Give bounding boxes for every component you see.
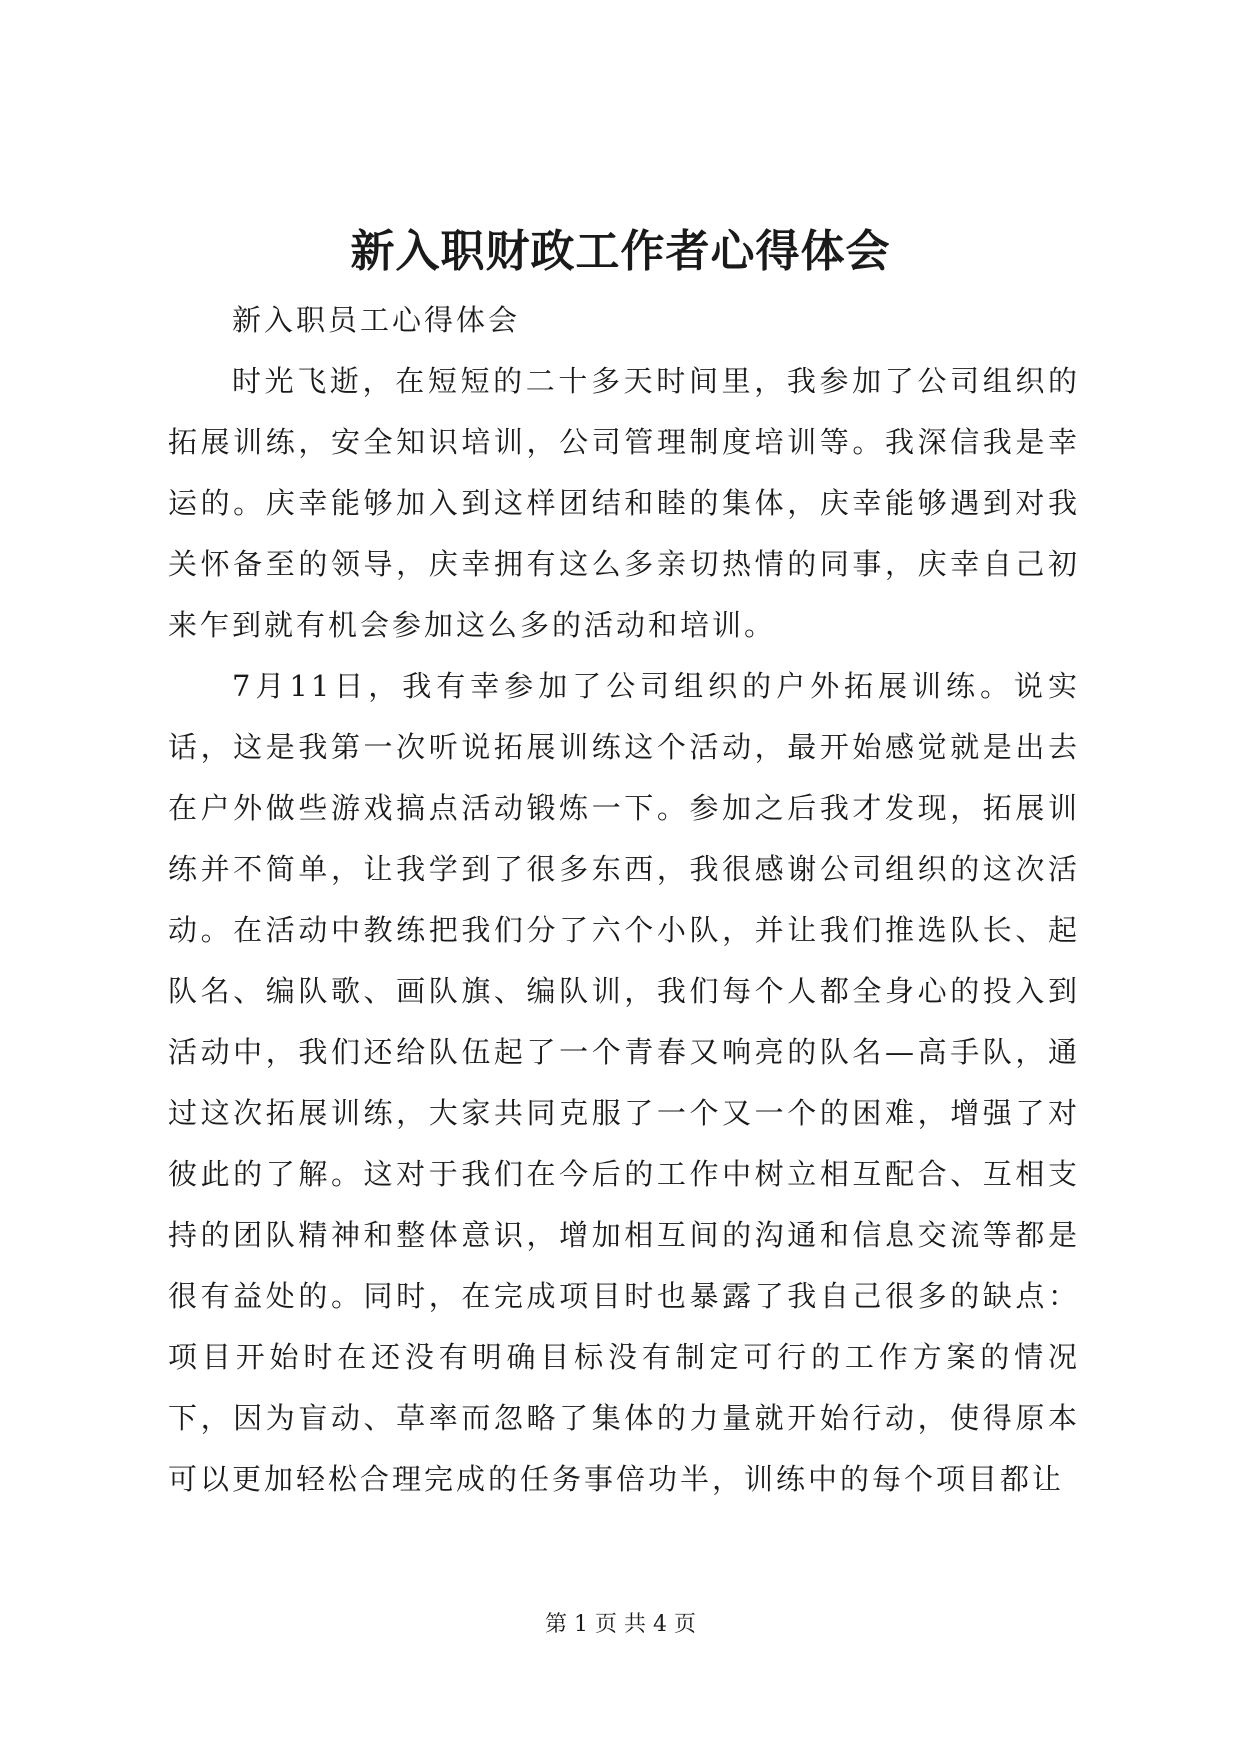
paragraph-1: 时光飞逝，在短短的二十多天时间里，我参加了公司组织的拓展训练，安全知识培训，公司管理制度培训等。我深信我是幸运的。庆幸能够加入到这样团结和睦的集体，庆幸能够遇到对我关怀备至的领导，庆幸拥有这么多亲切热情的同事，庆幸自己初来乍到就有机会参加这么多的活动和培训。 <box>168 364 1080 642</box>
page-footer <box>0 1610 1241 1640</box>
document-title: 新入职财政工作者心得体会 <box>350 226 891 277</box>
page-number: 第 1 页 共 4 页 <box>545 1612 696 1637</box>
document-subtitle: 新入职员工心得体会 <box>232 303 521 337</box>
document-body <box>168 290 1080 1510</box>
paragraph-2: 7月11日，我有幸参加了公司组织的户外拓展训练。说实话，这是我第一次听说拓展训练这个活动，最开始感觉就是出去在户外做些游戏搞点活动锻炼一下。参加之后我才发现，拓展训练并不简单，让我学到了很多东西，我很感谢公司组织的这次活动。在活动中教练把我们分了六个小队，并让我们推选队长、起队名、编队歌、画队旗、编队训，我们每个人都全身心的投入到活动中，我们还给队伍起了一个青春又响亮的队名—高手队，通过这次拓展训练，大家共同克服了一个又一个的困难，增强了对彼此的了解。这对于我们在今后的工作中树立相互配合、互相支持的团队精神和整体意识，增加相互间的沟通和信息交流等都是很有益处的。同时，在完成项目时也暴露了我自己很多的缺点：项目开始时在还没有明确目标没有制定可行的工作方案的情况下，因为盲动、草率而忽略了集体的力量就开始行动，使得原本可以更加轻松合理完成的任务事倍功半，训练中的每个项目都让 <box>168 669 1080 1496</box>
